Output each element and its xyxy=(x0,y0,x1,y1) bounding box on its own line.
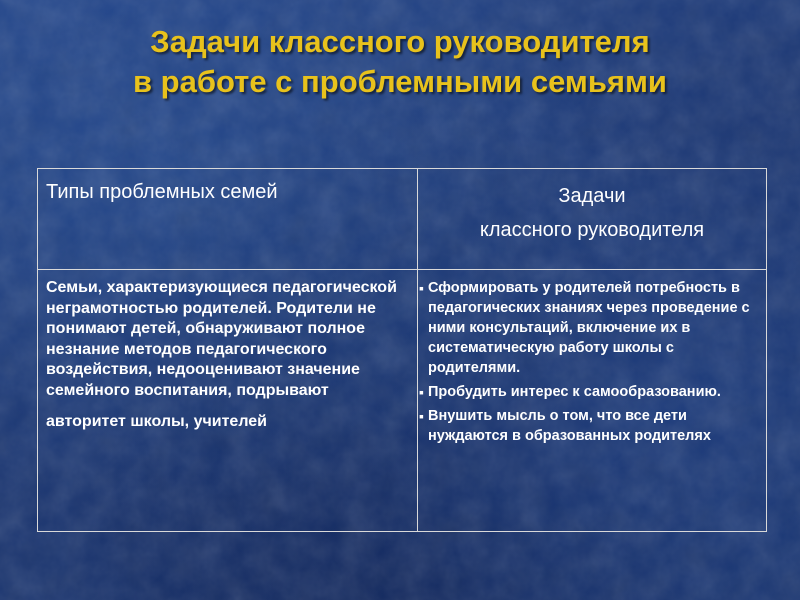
header-tasks-line-2: классного руководителя xyxy=(479,219,705,241)
header-teacher-tasks xyxy=(418,169,767,270)
tasks-cell xyxy=(418,270,767,532)
slide-title xyxy=(0,22,800,102)
header-tasks-line-1: Задачи xyxy=(558,185,626,207)
bullet-icon: ▪ xyxy=(419,408,424,424)
family-type-description-end: авторитет школы, учителей xyxy=(46,412,268,430)
title-line-2: в работе с проблемными семьями xyxy=(132,64,667,99)
family-type-description: Семьи, характеризующиеся педагогической неграмотностью родителей. Родители не понимают детей, обнаруживают полное незнание методов педагогического воздействия, недооценивают значение семейного воспитания, подрывают xyxy=(46,279,397,399)
task-item-1: ▪ Сформировать у родителей потребность в педагогических знаниях через проведение с ними консультаций, включение их в систематическую работу школы с родителями. xyxy=(419,280,750,376)
bullet-icon: ▪ xyxy=(419,384,424,400)
task-item-3: ▪ Внушить мысль о том, что все дети нуждаются в образованных родителях xyxy=(419,408,711,444)
family-type-cell xyxy=(38,270,418,532)
bullet-icon: ▪ xyxy=(419,280,424,296)
task-item-2: ▪ Пробудить интерес к самообразованию. xyxy=(419,384,721,400)
tasks-table xyxy=(37,168,767,532)
table-row xyxy=(38,270,767,532)
header-family-types: Типы проблемных семей xyxy=(38,169,418,270)
title-line-1: Задачи классного руководителя xyxy=(150,24,650,59)
table-header-row xyxy=(38,169,767,270)
